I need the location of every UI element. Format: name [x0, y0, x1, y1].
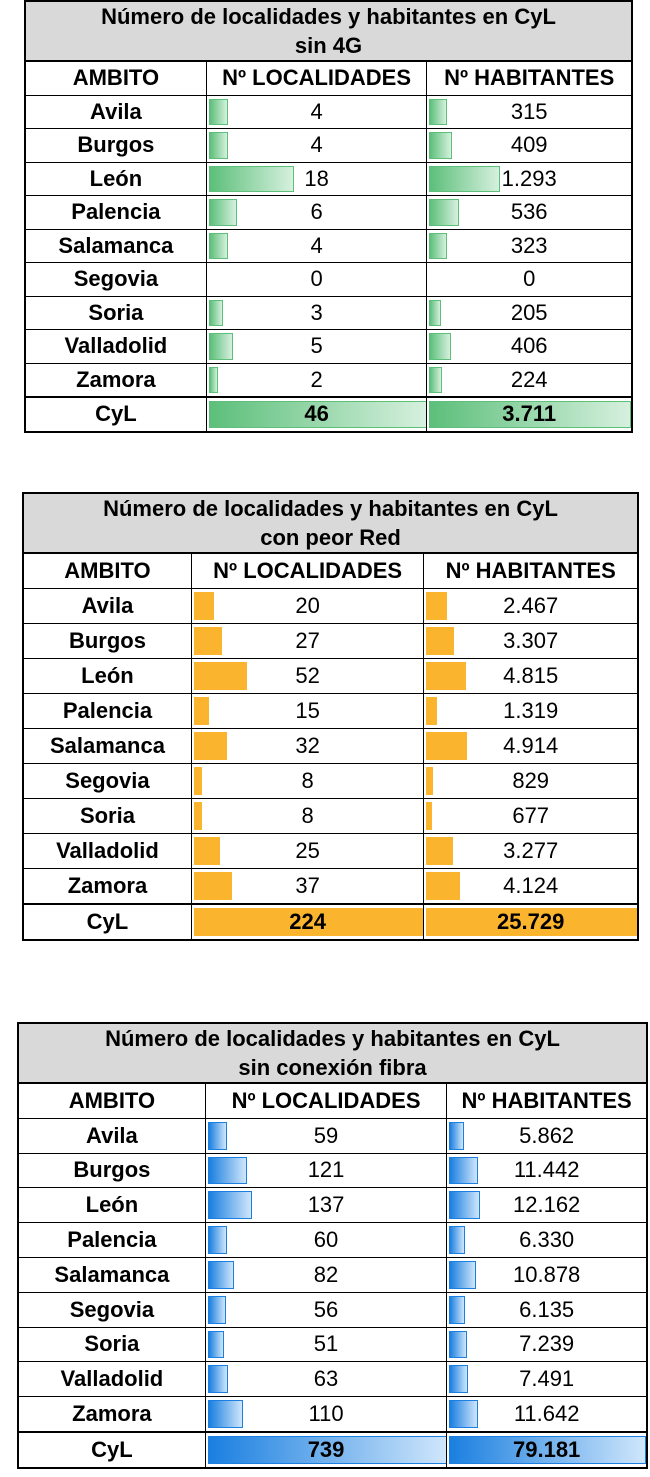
data-bar: [209, 132, 228, 159]
localidades-cell: [206, 163, 427, 196]
cell-text: 5.862: [519, 1122, 575, 1148]
cell-text: Segovia: [73, 266, 159, 292]
data-bar: [426, 732, 466, 760]
table-row: [26, 230, 631, 264]
table-row: [19, 1258, 646, 1293]
habitantes-cell: [446, 1258, 646, 1292]
data-bar: [426, 697, 437, 725]
localidades-cell: [206, 96, 427, 129]
cell-text: 79.181: [513, 1436, 581, 1462]
cell-text: 536: [510, 199, 548, 225]
data-bar: [449, 1365, 468, 1393]
cell-text: 3: [310, 299, 323, 325]
ambito-cell: [24, 834, 191, 868]
habitantes-cell: [446, 1154, 646, 1188]
habitantes-cell: [426, 330, 631, 363]
cell-text: 4.914: [503, 733, 559, 758]
cell-text: 4: [310, 232, 323, 258]
cell-text: 0: [310, 266, 323, 292]
data-bar: [208, 1400, 244, 1428]
cell-text: 110: [308, 1401, 344, 1427]
ambito-cell: [19, 1293, 205, 1327]
cell-text: 137: [307, 1192, 345, 1218]
cell-text: 52: [295, 663, 320, 688]
habitantes-cell: [426, 364, 631, 397]
column-header-localidades: [206, 62, 427, 95]
cell-text: Valladolid: [56, 838, 159, 863]
data-bar: [209, 333, 233, 360]
cell-text: 315: [510, 98, 548, 124]
data-bar: [208, 1261, 235, 1289]
localidades-cell: [191, 694, 423, 728]
habitantes-cell: [426, 196, 631, 229]
localidades-cell: [205, 1328, 446, 1362]
title-line-1: Número de localidades y habitantes en CyL: [103, 496, 558, 521]
localidades-cell: [206, 364, 427, 397]
localidades-cell: [191, 624, 423, 658]
cell-text: 1.293: [501, 165, 557, 191]
cell-text: 18: [304, 165, 329, 191]
table-row: [24, 764, 637, 799]
cell-text: Soria: [84, 1331, 140, 1357]
table-row: [26, 129, 631, 163]
ambito-cell: [26, 129, 206, 162]
ambito-cell: [19, 1397, 205, 1431]
data-bar: [194, 872, 232, 900]
table-sin-4g: [24, 0, 633, 433]
localidades-cell: [206, 129, 427, 162]
table-row: [19, 1362, 646, 1397]
table-row: [26, 96, 631, 130]
habitantes-cell: [446, 1397, 646, 1431]
data-bar: [429, 300, 440, 327]
cell-text: AMBITO: [72, 65, 160, 91]
cell-text: 677: [512, 803, 550, 828]
table-row: [24, 834, 637, 869]
cell-text: 6: [310, 199, 323, 225]
cell-text: 25: [295, 838, 320, 863]
localidades-cell: [191, 869, 423, 903]
cell-text: Palencia: [71, 199, 161, 225]
ambito-cell: [19, 1328, 205, 1362]
total-row: [19, 1432, 646, 1467]
habitantes-cell: [423, 764, 637, 798]
ambito-cell: [19, 1433, 205, 1467]
cell-text: 0: [523, 266, 536, 292]
ambito-cell: [26, 398, 206, 431]
cell-text: 3.711: [502, 401, 557, 427]
cell-text: Valladolid: [60, 1366, 164, 1392]
title-line-2: sin 4G: [294, 33, 363, 58]
habitantes-cell: [446, 1328, 646, 1362]
data-bar: [429, 199, 458, 226]
table-row: [19, 1328, 646, 1363]
table-row: [24, 729, 637, 764]
cell-text: Avila: [81, 593, 134, 618]
localidades-cell: [205, 1397, 446, 1431]
column-header-habitantes: [423, 554, 637, 588]
table-row: [24, 659, 637, 694]
cell-text: 8: [301, 768, 314, 793]
cell-text: 20: [295, 593, 320, 618]
data-bar: [209, 300, 223, 327]
ambito-cell: [19, 1188, 205, 1222]
cell-text: 4: [310, 98, 323, 124]
cell-text: 2: [310, 366, 323, 392]
cell-text: Nº LOCALIDADES: [231, 1087, 421, 1113]
habitantes-cell: [423, 589, 637, 623]
cell-text: 59: [313, 1122, 339, 1148]
habitantes-cell: [423, 834, 637, 868]
table-row: [24, 589, 637, 624]
cell-text: 2.467: [503, 593, 559, 618]
cell-text: Segovia: [69, 1296, 155, 1322]
cell-text: 51: [313, 1331, 339, 1357]
title-line-1: Número de localidades y habitantes en CyL: [101, 4, 556, 29]
data-bar: [208, 1226, 227, 1254]
cell-text: 82: [313, 1261, 339, 1287]
cell-text: 46: [304, 401, 329, 427]
data-bar: [449, 1261, 476, 1289]
data-bar: [208, 1365, 228, 1393]
column-header-localidades: [191, 554, 423, 588]
data-bar: [209, 233, 228, 260]
cell-text: Salamanca: [49, 733, 165, 758]
ambito-cell: [24, 869, 191, 903]
cell-text: Zamora: [72, 1401, 152, 1427]
habitantes-cell: [423, 694, 637, 728]
title-line-2: sin conexión fibra: [238, 1055, 427, 1080]
localidades-cell: [205, 1154, 446, 1188]
ambito-cell: [19, 1258, 205, 1292]
ambito-cell: [24, 624, 191, 658]
habitantes-cell: [426, 263, 631, 296]
habitantes-cell: [423, 799, 637, 833]
localidades-cell: [205, 1223, 446, 1257]
cell-text: 739: [307, 1436, 345, 1462]
localidades-cell: [191, 764, 423, 798]
table-row: [26, 163, 631, 197]
ambito-cell: [19, 1154, 205, 1188]
habitantes-cell: [446, 1119, 646, 1153]
data-bar: [209, 99, 228, 126]
cell-text: 7.491: [519, 1366, 575, 1392]
cell-text: 205: [510, 299, 548, 325]
data-bar: [449, 1331, 467, 1359]
cell-text: 6.330: [519, 1227, 575, 1253]
table-row: [24, 694, 637, 729]
data-bar: [449, 1122, 464, 1150]
cell-text: 60: [313, 1227, 339, 1253]
data-bar: [426, 872, 460, 900]
column-header-habitantes: [426, 62, 631, 95]
data-bar: [426, 837, 453, 865]
table-title: [26, 2, 631, 62]
cell-text: Nº HABITANTES: [445, 558, 616, 583]
data-bar: [209, 199, 237, 226]
localidades-cell: [205, 1188, 446, 1222]
data-bar: [429, 166, 499, 193]
habitantes-cell: [423, 729, 637, 763]
habitantes-cell: [423, 659, 637, 693]
cell-text: 7.239: [519, 1331, 575, 1357]
habitantes-cell: [426, 398, 631, 431]
cell-text: 1.319: [503, 698, 559, 723]
data-bar: [194, 802, 202, 830]
cell-text: 406: [510, 333, 548, 359]
habitantes-cell: [426, 96, 631, 129]
data-bar: [449, 1296, 464, 1324]
localidades-cell: [205, 1433, 446, 1467]
habitantes-cell: [426, 297, 631, 330]
data-bar: [208, 1122, 227, 1150]
data-bar: [208, 1157, 247, 1185]
table-title: [24, 494, 637, 554]
localidades-cell: [191, 589, 423, 623]
cell-text: Nº LOCALIDADES: [222, 65, 412, 91]
title-line-2: con peor Red: [260, 525, 401, 550]
habitantes-cell: [423, 905, 637, 939]
cell-text: León: [85, 1192, 139, 1218]
habitantes-cell: [426, 129, 631, 162]
cell-text: 56: [313, 1296, 339, 1322]
total-row: [26, 397, 631, 431]
column-header-habitantes: [446, 1084, 646, 1118]
habitantes-cell: [446, 1223, 646, 1257]
table-row: [19, 1154, 646, 1189]
cell-text: Nº HABITANTES: [444, 65, 615, 91]
cell-text: 409: [510, 132, 548, 158]
data-bar: [429, 233, 447, 260]
data-bar: [194, 697, 209, 725]
localidades-cell: [206, 297, 427, 330]
ambito-cell: [24, 659, 191, 693]
cell-text: Nº LOCALIDADES: [213, 558, 403, 583]
data-bar: [194, 767, 202, 795]
cell-text: AMBITO: [68, 1087, 156, 1113]
ambito-cell: [19, 1362, 205, 1396]
cell-text: 11.442: [513, 1157, 580, 1183]
ambito-cell: [26, 163, 206, 196]
cell-text: 25.729: [497, 909, 565, 934]
header-row: [26, 62, 631, 96]
table-row: [19, 1223, 646, 1258]
localidades-cell: [206, 263, 427, 296]
cell-text: 3.307: [503, 628, 559, 653]
data-bar: [194, 627, 222, 655]
cell-text: Avila: [90, 98, 142, 124]
data-bar: [426, 592, 446, 620]
ambito-cell: [26, 364, 206, 397]
cell-text: AMBITO: [64, 558, 151, 583]
data-bar: [449, 1157, 477, 1185]
cell-text: 32: [295, 733, 320, 758]
cell-text: Soria: [79, 803, 135, 828]
cell-text: Burgos: [73, 1157, 151, 1183]
data-bar: [194, 592, 215, 620]
data-bar: [429, 333, 451, 360]
data-bar: [208, 1191, 252, 1219]
habitantes-cell: [426, 230, 631, 263]
localidades-cell: [206, 230, 427, 263]
cell-text: 829: [512, 768, 550, 793]
localidades-cell: [206, 196, 427, 229]
data-bar: [426, 627, 453, 655]
table-row: [24, 869, 637, 904]
cell-text: 11.642: [513, 1401, 580, 1427]
localidades-cell: [191, 659, 423, 693]
cell-text: Palencia: [62, 698, 153, 723]
cell-text: Nº HABITANTES: [461, 1087, 632, 1113]
cell-text: León: [81, 663, 134, 688]
cell-text: CyL: [86, 909, 129, 934]
cell-text: 3.277: [503, 838, 559, 863]
title-line-1: Número de localidades y habitantes en CyL: [105, 1026, 560, 1051]
ambito-cell: [26, 96, 206, 129]
habitantes-cell: [446, 1293, 646, 1327]
localidades-cell: [205, 1362, 446, 1396]
data-bar: [449, 1191, 479, 1219]
ambito-cell: [24, 764, 191, 798]
cell-text: 224: [510, 366, 548, 392]
cell-text: Salamanca: [58, 232, 174, 258]
ambito-cell: [26, 196, 206, 229]
table-sin-conexion-fibra: [17, 1022, 648, 1469]
data-bar: [429, 367, 441, 394]
cell-text: 6.135: [519, 1296, 575, 1322]
ambito-cell: [19, 1223, 205, 1257]
total-row: [24, 904, 637, 939]
cell-text: 10.878: [513, 1261, 581, 1287]
data-bar: [429, 132, 451, 159]
cell-text: 27: [295, 628, 320, 653]
data-bar: [449, 1400, 478, 1428]
cell-text: Palencia: [67, 1227, 157, 1253]
habitantes-cell: [446, 1362, 646, 1396]
localidades-cell: [191, 834, 423, 868]
cell-text: Zamora: [67, 873, 148, 898]
data-bar: [194, 837, 220, 865]
data-bar: [426, 662, 465, 690]
ambito-cell: [24, 694, 191, 728]
localidades-cell: [191, 799, 423, 833]
table-row: [19, 1119, 646, 1154]
header-row: [19, 1084, 646, 1119]
column-header-localidades: [205, 1084, 446, 1118]
table-row: [19, 1188, 646, 1223]
ambito-cell: [26, 263, 206, 296]
ambito-cell: [26, 230, 206, 263]
cell-text: Avila: [86, 1122, 138, 1148]
column-header-ambito: [26, 62, 206, 95]
cell-text: Valladolid: [64, 333, 168, 359]
cell-text: 4: [310, 132, 323, 158]
table-row: [26, 196, 631, 230]
cell-text: Zamora: [76, 366, 156, 392]
habitantes-cell: [426, 163, 631, 196]
data-bar: [449, 1226, 465, 1254]
cell-text: 15: [295, 698, 320, 723]
habitantes-cell: [446, 1188, 646, 1222]
data-bar: [208, 1296, 226, 1324]
data-bar: [209, 166, 294, 193]
cell-text: 12.162: [513, 1192, 581, 1218]
localidades-cell: [206, 330, 427, 363]
data-bar: [429, 99, 446, 126]
cell-text: Burgos: [77, 132, 155, 158]
ambito-cell: [24, 729, 191, 763]
cell-text: 37: [295, 873, 320, 898]
cell-text: Soria: [88, 299, 144, 325]
ambito-cell: [24, 799, 191, 833]
column-header-ambito: [24, 554, 191, 588]
data-bar: [209, 367, 218, 394]
ambito-cell: [24, 905, 191, 939]
table-row: [24, 799, 637, 834]
table-row: [26, 330, 631, 364]
ambito-cell: [26, 330, 206, 363]
cell-text: 121: [307, 1157, 345, 1183]
cell-text: 5: [310, 333, 323, 359]
data-bar: [426, 802, 432, 830]
cell-text: 323: [510, 232, 548, 258]
table-row: [26, 364, 631, 398]
localidades-cell: [205, 1119, 446, 1153]
table-row: [24, 624, 637, 659]
header-row: [24, 554, 637, 589]
column-header-ambito: [19, 1084, 205, 1118]
localidades-cell: [205, 1258, 446, 1292]
localidades-cell: [191, 905, 423, 939]
data-bar: [426, 767, 433, 795]
ambito-cell: [19, 1119, 205, 1153]
cell-text: Salamanca: [54, 1261, 170, 1287]
ambito-cell: [26, 297, 206, 330]
table-row: [26, 263, 631, 297]
cell-text: León: [89, 165, 143, 191]
cell-text: 4.815: [503, 663, 559, 688]
table-row: [19, 1397, 646, 1432]
table-row: [19, 1293, 646, 1328]
table-row: [26, 297, 631, 331]
habitantes-cell: [423, 624, 637, 658]
cell-text: Burgos: [68, 628, 146, 653]
cell-text: Segovia: [65, 768, 150, 793]
habitantes-cell: [423, 869, 637, 903]
cell-text: 4.124: [503, 873, 559, 898]
data-bar: [194, 662, 247, 690]
cell-text: 63: [313, 1366, 339, 1392]
cell-text: 224: [289, 909, 326, 934]
localidades-cell: [206, 398, 427, 431]
habitantes-cell: [446, 1433, 646, 1467]
cell-text: CyL: [95, 401, 137, 427]
localidades-cell: [205, 1293, 446, 1327]
table-con-peor-red: [22, 492, 639, 941]
cell-text: 8: [301, 803, 314, 828]
data-bar: [208, 1331, 224, 1359]
cell-text: CyL: [91, 1436, 133, 1462]
localidades-cell: [191, 729, 423, 763]
ambito-cell: [24, 589, 191, 623]
data-bar: [194, 732, 227, 760]
table-title: [19, 1024, 646, 1084]
